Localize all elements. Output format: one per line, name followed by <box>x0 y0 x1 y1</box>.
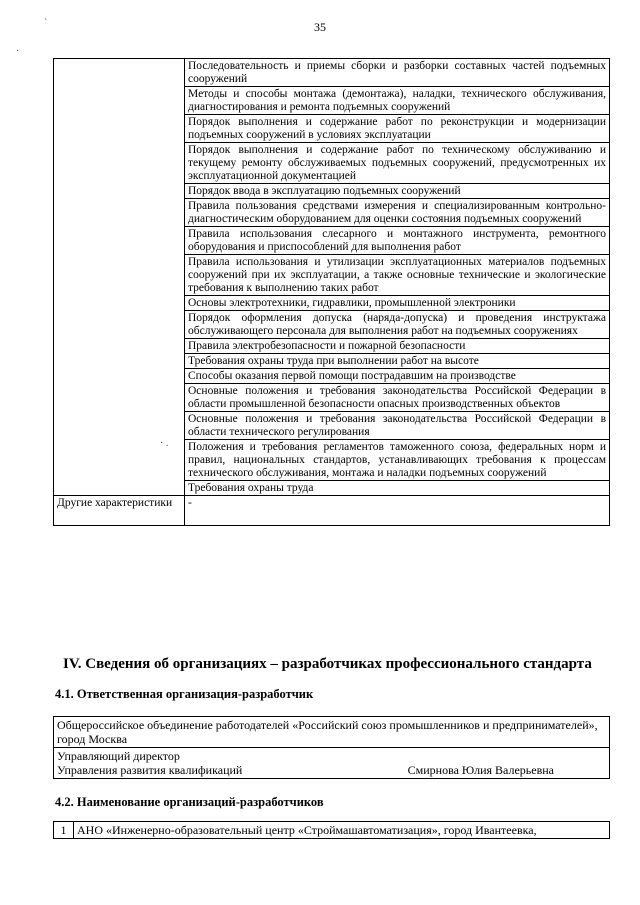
position-line1: Управляющий директор <box>57 749 180 763</box>
requirement-item: Порядок оформления допуска (наряда-допуска) и проведения инструктажа обслуживающего персонала для выполнения работ на подъемных сооружениях <box>185 311 610 339</box>
org-contact-cell <box>54 748 610 779</box>
section-title: IV. Сведения об организациях – разработчиках профессионального стандарта <box>63 656 592 672</box>
requirements-left-cell <box>54 59 185 496</box>
page-number: 35 <box>314 20 326 34</box>
other-characteristics-value: - <box>185 496 610 526</box>
responsible-org-table <box>53 716 610 779</box>
person-name: Смирнова Юлия Валерьевна <box>407 763 554 777</box>
requirement-item: Правила электробезопасности и пожарной безопасности <box>185 339 610 354</box>
requirement-item: Последовательность и приемы сборки и разборки составных частей подъемных сооружений <box>185 59 610 87</box>
developer-number: 1 <box>54 822 74 839</box>
other-characteristics-label: Другие характеристики <box>54 496 185 526</box>
requirement-item: Порядок ввода в эксплуатацию подъемных сооружений <box>185 184 610 199</box>
requirement-item: Основы электротехники, гидравлики, промышленной электроники <box>185 296 610 311</box>
requirement-item: Положения и требования регламентов таможенного союза, федеральных норм и правил, национальных стандартов, устанавливающих требования к процессам технического обслуживания, монтажа и наладки подъемных сооружений <box>185 440 610 481</box>
requirement-item: Методы и способы монтажа (демонтажа), наладки, технического обслуживания, диагностирования и ремонта подъемных сооружений <box>185 87 610 115</box>
developer-name: АНО «Инженерно-образовательный центр «Строймашавтоматизация», город Ивантеевка, <box>74 822 610 839</box>
subsection-title-developers: 4.2. Наименование организаций-разработчиков <box>55 795 324 809</box>
requirement-item: Порядок выполнения и содержание работ по техническому обслуживанию и текущему ремонту обслуживаемых подъемных сооружений, предусмотренных их эксплуатационной документацией <box>185 143 610 184</box>
scan-mark: · . <box>160 438 169 449</box>
requirement-item: Правила использования слесарного и монтажного инструмента, ремонтного оборудования и приспособлений для выполнения работ <box>185 227 610 255</box>
scan-mark: · <box>16 46 20 57</box>
requirement-item: Основные положения и требования законодательства Российской Федерации в области промышленной безопасности опасных производственных объектов <box>185 384 610 412</box>
requirement-item: Требования охраны труда при выполнении работ на высоте <box>185 354 610 369</box>
developer-row <box>54 822 610 839</box>
subsection-title-responsible: 4.1. Ответственная организация-разработчик <box>55 687 314 701</box>
requirement-item: Основные положения и требования законодательства Российской Федерации в области технического регулирования <box>185 412 610 440</box>
requirements-table <box>53 58 610 526</box>
requirement-item: Требования охраны труда <box>185 481 610 496</box>
position-line2: Управления развития квалификаций <box>57 763 243 777</box>
requirement-item: Порядок выполнения и содержание работ по реконструкции и модернизации подъемных сооружений в условиях эксплуатации <box>185 115 610 143</box>
requirement-item: Правила использования и утилизации эксплуатационных материалов подъемных сооружений при их эксплуатации, а также основные технические и экологические требования к выполнению таких работ <box>185 255 610 296</box>
developers-table <box>53 821 610 839</box>
requirement-item: Правила пользования средствами измерения и специализированным контрольно-диагностическим оборудованием для оценки состояния подъемных сооружений <box>185 199 610 227</box>
scan-mark: ` <box>44 18 48 29</box>
requirement-item: Способы оказания первой помощи пострадавшим на производстве <box>185 369 610 384</box>
org-name: Общероссийское объединение работодателей «Российский союз промышленников и предпринимателей», город Москва <box>54 717 610 748</box>
